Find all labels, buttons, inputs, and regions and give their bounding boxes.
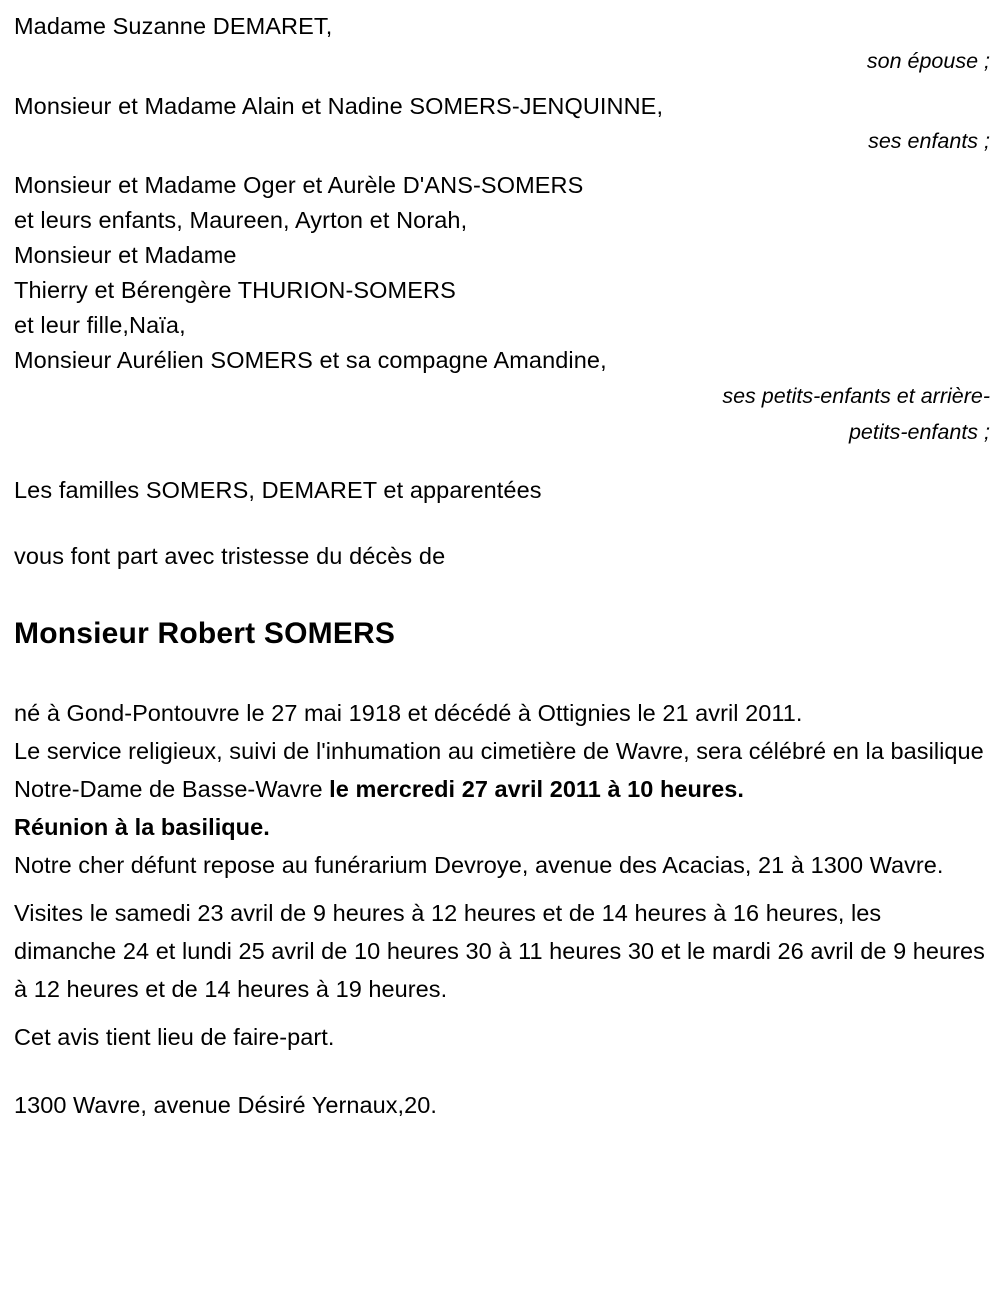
grandchild-line: Monsieur et Madame — [14, 242, 237, 268]
service-text-plain: Le service religieux, suivi de l'inhumation au cimetière de Wavre, sera célébré en la basilique Notre-Dame de Basse-Wavre — [14, 738, 984, 802]
children-relation-label: ses enfants ; — [868, 129, 990, 153]
address-line: 1300 Wavre, avenue Désiré Yernaux,20. — [14, 1092, 437, 1118]
funerarium-line: Notre cher défunt repose au funérarium Devroye, avenue des Acacias, 21 à 1300 Wavre. — [14, 852, 944, 878]
grandchildren-relation-label: ses petits-enfants et arrière-petits-enfants ; — [722, 384, 990, 444]
birth-death-line: né à Gond-Pontouvre le 27 mai 1918 et décédé à Ottignies le 21 avril 2011. — [14, 700, 803, 726]
grandchild-line: Thierry et Bérengère THURION-SOMERS — [14, 277, 456, 303]
spacer — [14, 450, 990, 472]
grandchild-line: Monsieur et Madame Oger et Aurèle D'ANS-SOMERS — [14, 172, 584, 198]
grandchild-line: Monsieur Aurélien SOMERS et sa compagne Amandine, — [14, 347, 607, 373]
visits-line: Visites le samedi 23 avril de 9 heures à 12 heures et de 14 heures à 16 heures, les dimanche 24 et lundi 25 avril de 10 heures 30 à 11 heures 30 et le mardi 26 avril de 9 heures à 12 heures et de 14 heures à 19 heures. — [14, 900, 985, 1002]
grandchild-line: et leur fille,Naïa, — [14, 312, 186, 338]
spacer — [14, 1008, 990, 1018]
spacer — [14, 1056, 990, 1086]
spacer — [14, 574, 990, 614]
deceased-name: Monsieur Robert SOMERS — [14, 617, 396, 650]
faire-part-line: Cet avis tient lieu de faire-part. — [14, 1024, 335, 1050]
spouse-relation-label: son épouse ; — [866, 49, 990, 73]
service-paragraph — [14, 732, 990, 808]
spacer — [14, 508, 990, 538]
spacer — [14, 654, 990, 694]
announcement-line: vous font part avec tristesse du décès de — [14, 543, 446, 569]
service-date-emphasis: le mercredi 27 avril 2011 à 10 heures. — [329, 776, 744, 802]
reunion-line: Réunion à la basilique. — [14, 814, 270, 840]
spacer — [14, 884, 990, 894]
spacer — [14, 78, 990, 88]
spouse-line: Madame Suzanne DEMARET, — [14, 13, 333, 39]
families-line: Les familles SOMERS, DEMARET et apparentées — [14, 477, 542, 503]
grandchildren-names-group — [14, 168, 990, 378]
spacer — [14, 158, 990, 168]
children-line: Monsieur et Madame Alain et Nadine SOMERS-JENQUINNE, — [14, 93, 664, 119]
grandchild-line: et leurs enfants, Maureen, Ayrton et Norah, — [14, 207, 468, 233]
